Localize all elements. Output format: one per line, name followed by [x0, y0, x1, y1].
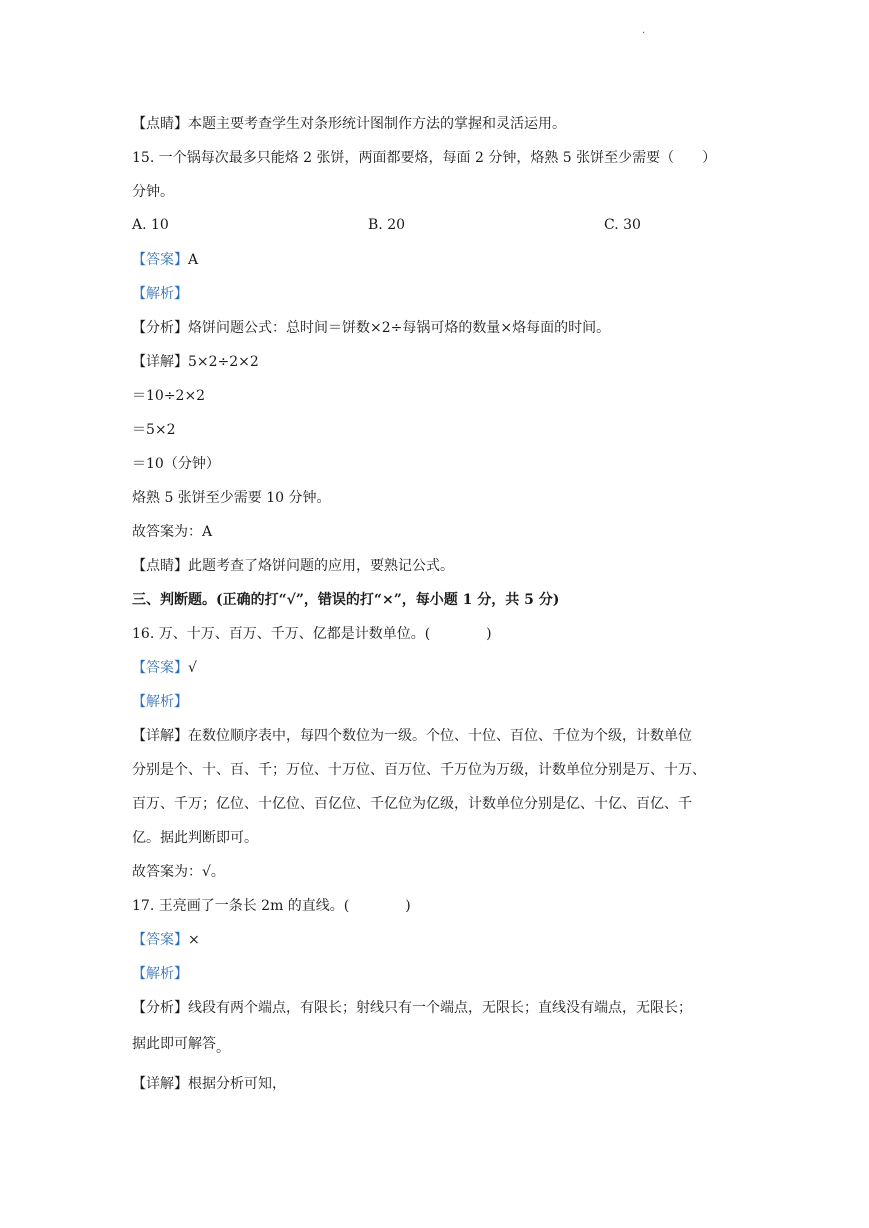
fenxi-15: 【分析】烙饼问题公式：总时间＝饼数×2÷每锅可烙的数量×烙每面的时间。 — [132, 320, 611, 336]
answer-tag: 【答案】 — [132, 932, 188, 948]
final-answer-15: 故答案为：A — [132, 524, 213, 540]
dianjing-15: 【点睛】此题考查了烙饼问题的应用，要熟记公式。 — [132, 558, 454, 574]
xiangjie-16-line1: 【详解】在数位顺序表中，每四个数位为一级。个位、十位、百位、千位为个级，计数单位 — [132, 728, 692, 744]
step-2: ＝5×2 — [132, 422, 176, 438]
dianjing-14: 【点睛】本题主要考查学生对条形统计图制作方法的掌握和灵活运用。 — [132, 116, 566, 132]
jiexi-16: 【解析】 — [132, 694, 188, 710]
answer-17 — [132, 930, 200, 950]
fenxi-17-line2 — [132, 1034, 230, 1054]
step-3: ＝10（分钟） — [132, 456, 220, 472]
header-mark: · — [642, 28, 646, 39]
final-answer-16: 故答案为：√。 — [132, 864, 225, 880]
question-15-cont: 分钟。 — [132, 184, 174, 200]
xiangjie-17: 【详解】根据分析可知， — [132, 1076, 286, 1092]
answer-tag: 【答案】 — [132, 252, 188, 268]
section-title-3: 三、判断题。(正确的打“√”，错误的打“×”，每小题 1 分，共 5 分) — [132, 592, 560, 608]
xiangjie-16-line3: 百万、千万；亿位、十亿位、百亿位、千亿位为亿级，计数单位分别是亿、十亿、百亿、千 — [132, 796, 692, 812]
question-17: 17. 王亮画了一条长 2m 的直线。( ) — [132, 898, 411, 914]
answer-16 — [132, 658, 197, 678]
fenxi-17-text: 据此即可解答 — [132, 1036, 216, 1052]
answer-value: A — [188, 252, 199, 268]
question-16: 16. 万、十万、百万、千万、亿都是计数单位。( ) — [132, 626, 492, 642]
answer-value: √ — [188, 660, 197, 676]
question-15: 15. 一个锅每次最多只能烙 2 张饼，两面都要烙，每面 2 分钟，烙熟 5 张饼至少需要（ ） — [132, 150, 717, 166]
xiangjie-16-line2: 分别是个、十、百、千；万位、十万位、百万位、千万位为万级，计数单位分别是万、十万、 — [132, 762, 706, 778]
xiangjie-16-line4: 亿。据此判断即可。 — [132, 830, 258, 846]
option-b: B. 20 — [368, 217, 406, 233]
jiexi-15: 【解析】 — [132, 286, 188, 302]
answer-15 — [132, 250, 198, 270]
answer-tag: 【答案】 — [132, 660, 188, 676]
fenxi-17-line1: 【分析】线段有两个端点，有限长；射线只有一个端点，无限长；直线没有端点，无限长； — [132, 1000, 692, 1016]
step-1: ＝10÷2×2 — [132, 388, 206, 404]
option-a: A. 10 — [132, 217, 169, 233]
xiangjie-15: 【详解】5×2÷2×2 — [132, 354, 259, 370]
option-c: C. 30 — [604, 217, 641, 233]
jiexi-17: 【解析】 — [132, 966, 188, 982]
conclusion-15: 烙熟 5 张饼至少需要 10 分钟。 — [132, 490, 331, 506]
fenxi-17-period: 。 — [216, 1040, 230, 1056]
answer-value: × — [188, 932, 200, 948]
